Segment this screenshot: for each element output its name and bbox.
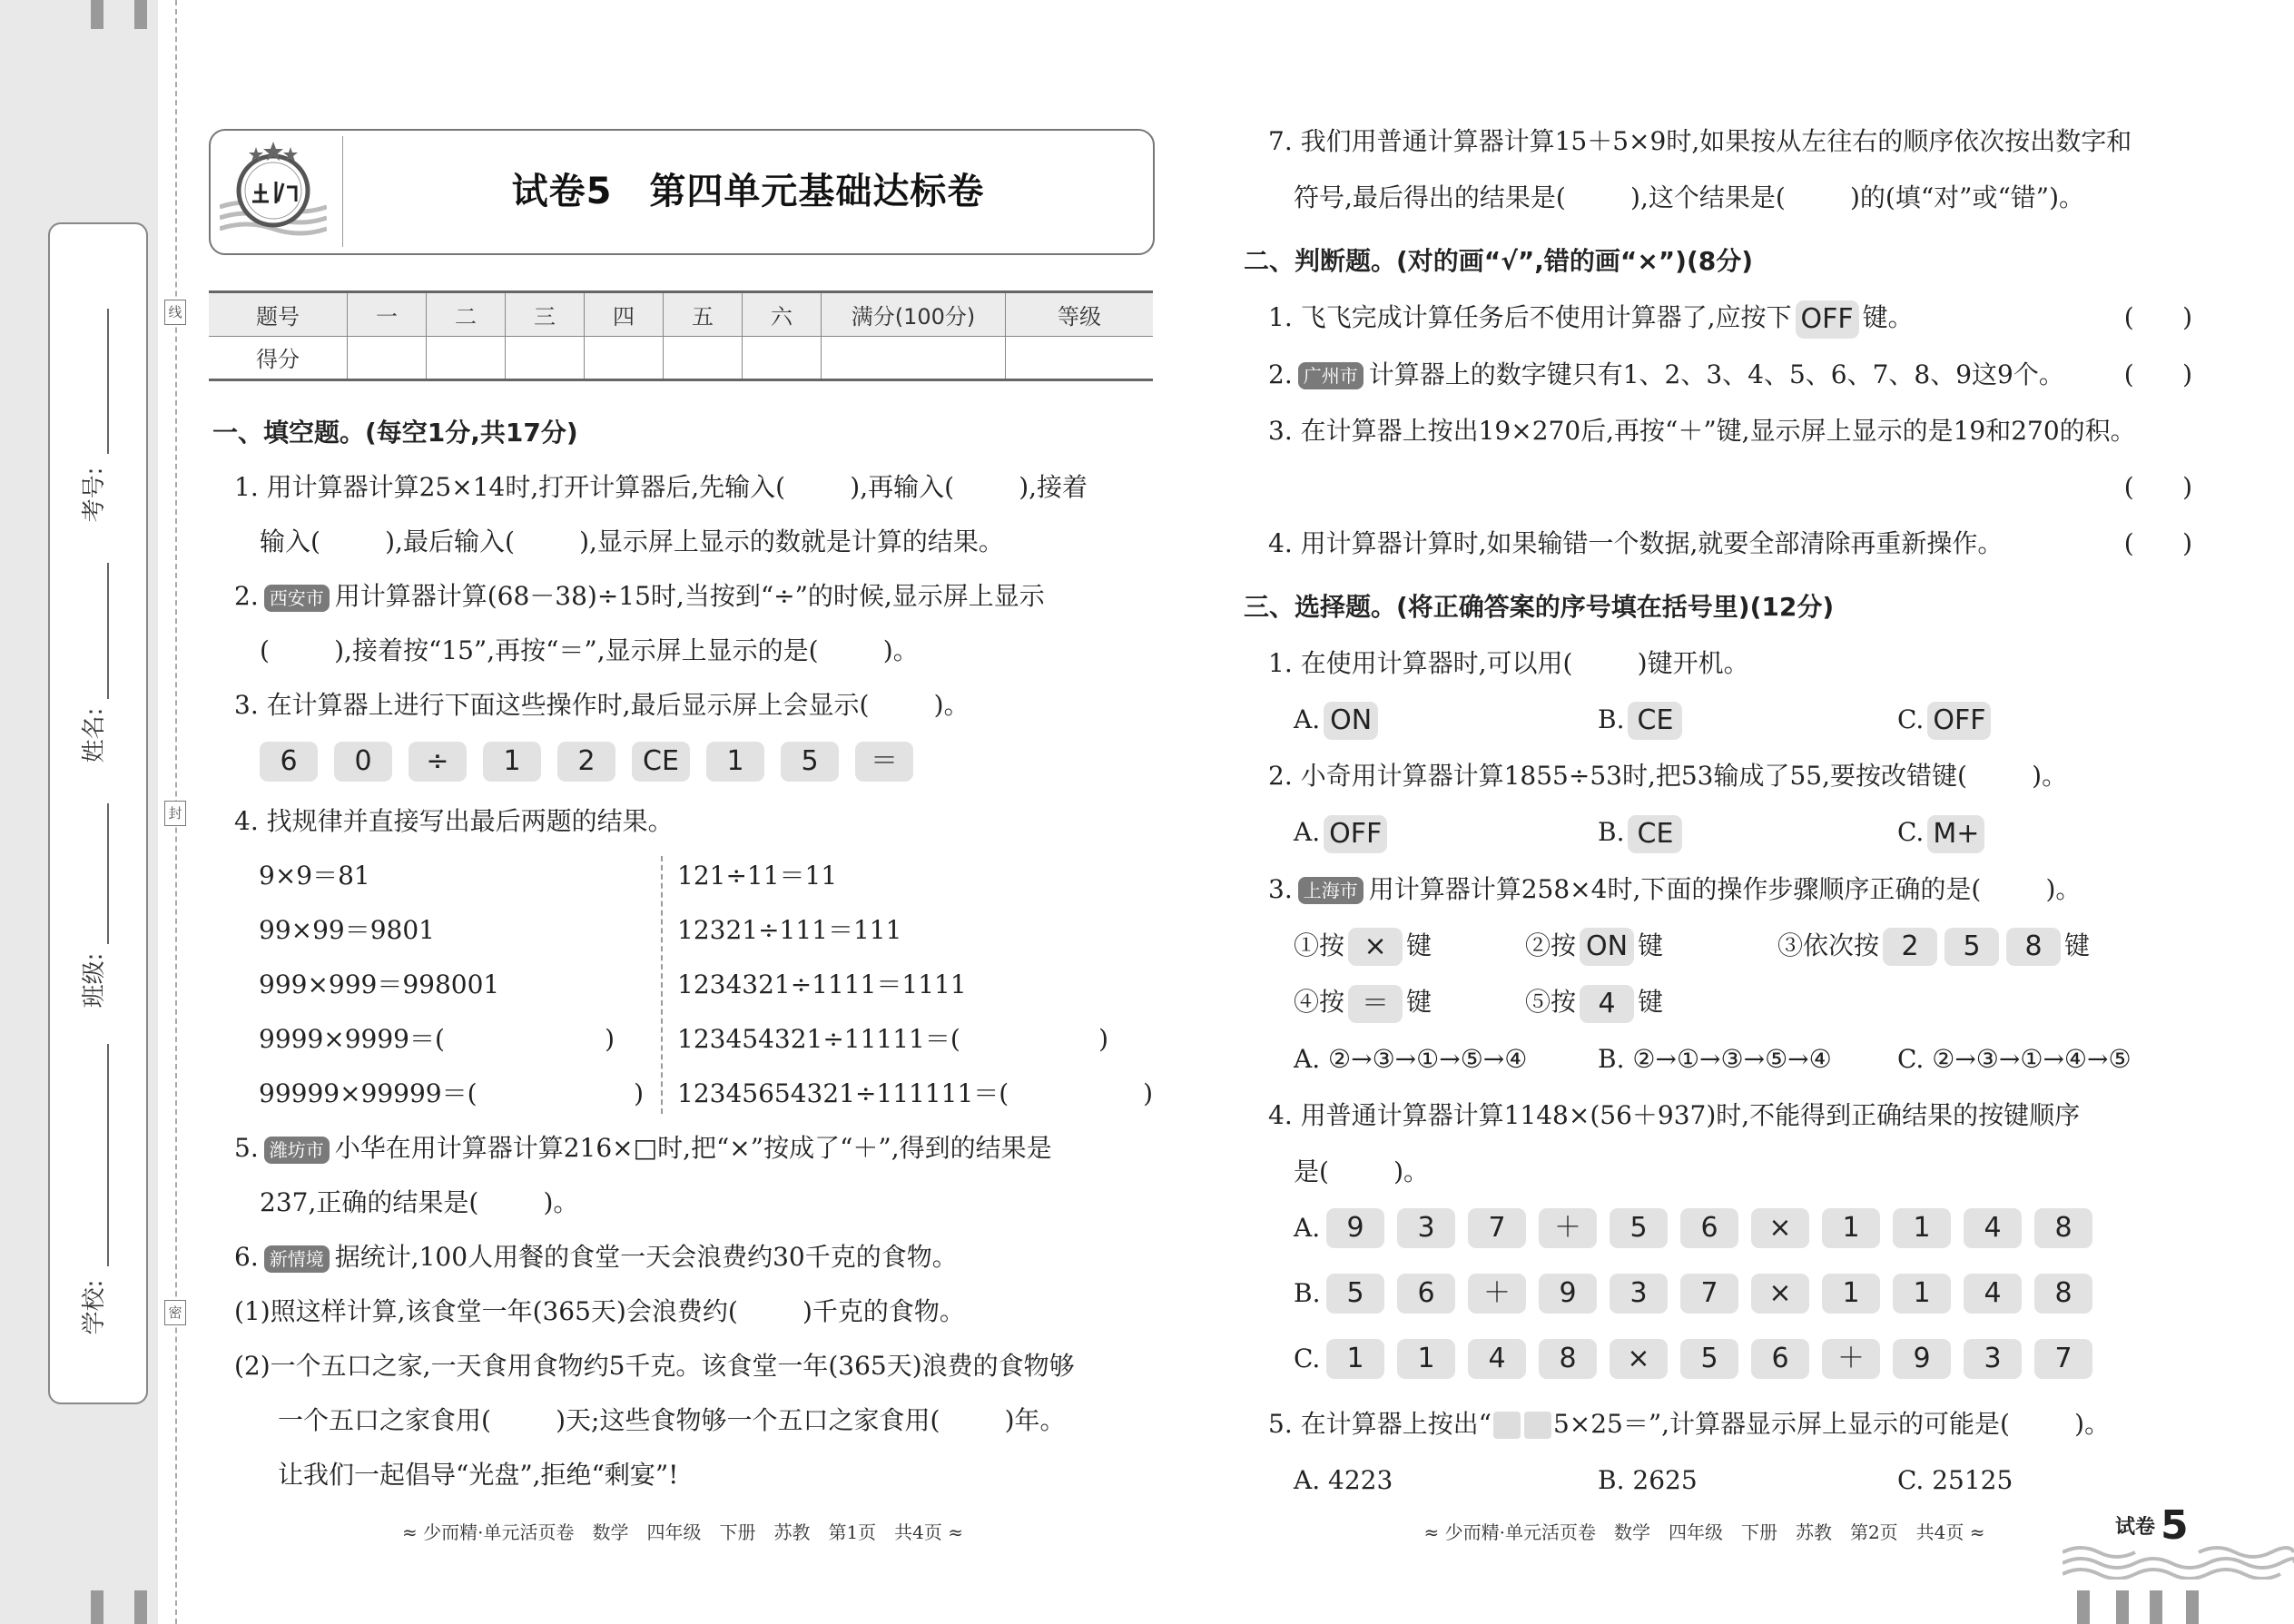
calc-key: 8 — [1539, 1339, 1597, 1379]
calc-key: 7 — [2034, 1339, 2092, 1379]
calc-key: 8 — [2006, 928, 2061, 966]
region-tag: 上海市 — [1298, 877, 1364, 904]
steps-row — [1244, 982, 2192, 1023]
calc-key: 2 — [557, 742, 615, 782]
answer-blank-close[interactable]: ) — [634, 1078, 644, 1108]
score-cell[interactable] — [427, 336, 506, 380]
option-label: A. — [1294, 1212, 1321, 1243]
option-label: C. — [1897, 817, 1925, 847]
calc-key: 1 — [1326, 1339, 1384, 1379]
question-line — [1244, 1404, 2192, 1444]
calc-key: ＋ — [1822, 1339, 1880, 1379]
table-header: 满分(100分) — [822, 292, 1006, 337]
score-cell[interactable] — [585, 336, 664, 380]
calc-key: ＝ — [1348, 985, 1403, 1023]
pattern-item — [677, 1074, 1153, 1114]
calc-key: 5 — [1610, 1208, 1668, 1248]
calc-key: 5 — [781, 742, 839, 782]
calc-key: CE — [1628, 702, 1682, 740]
table-header: 四 — [585, 292, 664, 337]
section-title: 二、判断题。(对的画“√”,错的画“×”)(8分) — [1244, 246, 1754, 276]
calc-key: 5 — [1944, 928, 1999, 966]
option-c[interactable]: C. ②→③→①→④→⑤ — [1897, 1043, 2132, 1074]
pattern-item — [259, 856, 661, 896]
question-line: 一个五口之家食用( )天;这些食物够一个五口之家食用( )年。 — [278, 1405, 1066, 1435]
region-tag: 西安市 — [264, 585, 330, 612]
calc-key: OFF — [1324, 815, 1387, 853]
question-line: 1. 用计算器计算25×14时,打开计算器后,先输入( ),再输入( ),接着 — [234, 472, 1088, 502]
pattern-text: 999×999＝998001 — [259, 969, 500, 999]
key-sequence-b — [1326, 1274, 2092, 1314]
pattern-item — [677, 910, 1153, 950]
calc-key: ＋ — [1539, 1208, 1597, 1248]
footer-right: ≈ 少而精·单元活页卷 数学 四年级 下册 苏教 第2页 共4页 ≈ — [1423, 1521, 1985, 1543]
corner-number: 5 — [2161, 1502, 2189, 1549]
option-a[interactable]: A. ②→③→①→⑤→④ — [1294, 1043, 1528, 1074]
question-line: 7. 我们用普通计算器计算15＋5×9时,如果按从左往右的顺序依次按出数字和 — [1268, 126, 2132, 156]
calc-key: OFF — [1927, 702, 1991, 740]
pattern-item — [259, 1074, 644, 1114]
registration-bar — [2186, 1590, 2199, 1624]
page-title: 试卷5 第四单元基础达标卷 — [511, 171, 985, 212]
pattern-left-column — [259, 856, 661, 1114]
question-line — [1244, 298, 2192, 339]
answer-paren[interactable]: ( ) — [2123, 302, 2192, 332]
field-label-exam-number: 考号: — [81, 467, 108, 523]
option-label: C. — [1294, 1343, 1321, 1373]
score-cell[interactable] — [664, 336, 743, 380]
seal-mark: 封 — [164, 801, 186, 826]
question-line: ( ),接着按“15”,再按“＝”,显示屏上显示的是( )。 — [260, 635, 919, 665]
question-number: 6. — [234, 1242, 259, 1272]
pattern-text: 12345654321÷111111＝( — [677, 1078, 1009, 1108]
paper-number-badge — [2115, 1502, 2189, 1549]
table-header: 题号 — [209, 292, 348, 337]
question-line — [1244, 870, 2192, 910]
option-b[interactable] — [1598, 700, 1897, 741]
option-label: A. — [1294, 817, 1321, 847]
table-row — [209, 336, 1153, 380]
calc-key: ＝ — [855, 742, 913, 782]
key-sequence-a — [1326, 1208, 2092, 1248]
calc-key: 7 — [1680, 1274, 1738, 1314]
answer-blank-close[interactable]: ) — [605, 1024, 615, 1054]
option-b[interactable] — [1598, 812, 1897, 853]
question-line: (2)一个五口之家,一天食用食物约5千克。该食堂一年(365天)浪费的食物够 — [234, 1351, 1075, 1381]
row-label: 得分 — [209, 336, 348, 380]
step — [1525, 982, 1777, 1023]
steps-row — [1244, 926, 2192, 967]
field-label-school: 学校: — [81, 1279, 108, 1335]
pattern-text: 12321÷111＝111 — [677, 915, 902, 945]
calc-key: 0 — [334, 742, 392, 782]
calc-key: 9 — [1893, 1339, 1951, 1379]
score-cell[interactable] — [348, 336, 427, 380]
question-text: 4. 用计算器计算时,如果输错一个数据,就要全部清除再重新操作。 — [1268, 527, 2004, 558]
calc-key: 1 — [1822, 1274, 1880, 1314]
calc-key: 4 — [1580, 985, 1634, 1023]
table-header: 六 — [743, 292, 822, 337]
answer-blank-close[interactable]: ) — [1098, 1024, 1108, 1054]
calc-key: OFF — [1796, 300, 1859, 339]
options-row — [1244, 1039, 2192, 1079]
field-label-class: 班级: — [81, 952, 108, 1009]
score-table — [209, 290, 1153, 381]
step — [1294, 926, 1525, 967]
calc-key: ON — [1580, 928, 1634, 966]
step-text: 键 — [2064, 930, 2091, 960]
pattern-text: 1234321÷1111＝1111 — [677, 969, 967, 999]
question-line — [1244, 355, 2192, 395]
pattern-text: 99999×99999＝( — [259, 1078, 478, 1108]
table-row — [209, 292, 1153, 337]
question-line: 符号,最后得出的结果是( ),这个结果是( )的(填“对”或“错”)。 — [1294, 182, 2085, 212]
blank-key — [1524, 1412, 1551, 1439]
table-header: 一 — [348, 292, 427, 337]
option-b[interactable]: B. ②→①→③→⑤→④ — [1598, 1043, 1832, 1074]
question-line: 3. 在计算器上按出19×270后,再按“＋”键,显示屏上显示的是19和270的积。 — [1268, 415, 2136, 446]
class-line[interactable] — [107, 803, 109, 944]
question-number: 5. — [234, 1133, 259, 1163]
option-c[interactable] — [1897, 700, 2192, 741]
question-text: 5. 在计算器上按出“ — [1268, 1408, 1492, 1439]
step-text: ③依次按 — [1777, 930, 1880, 960]
registration-bar — [2150, 1590, 2162, 1624]
pattern-item — [259, 1019, 615, 1059]
question-body — [1268, 298, 2098, 339]
registration-bar — [91, 1590, 103, 1624]
pattern-item — [677, 965, 1153, 1005]
calc-key: × — [1610, 1339, 1668, 1379]
registration-bar — [91, 0, 103, 29]
score-cell[interactable] — [743, 336, 822, 380]
question-line: 237,正确的结果是( )。 — [260, 1187, 579, 1217]
pattern-item — [259, 910, 661, 950]
calc-key: 7 — [1468, 1208, 1526, 1248]
option-c[interactable]: C. 25125 — [1897, 1464, 2013, 1495]
option-a[interactable]: A. 4223 — [1294, 1464, 1393, 1495]
registration-bar — [134, 0, 147, 29]
question-line — [1244, 524, 2192, 564]
calc-key: 1 — [1893, 1274, 1951, 1314]
calc-key: 4 — [1964, 1208, 2022, 1248]
question-line: 4. 用普通计算器计算1148×(56＋937)时,不能得到正确结果的按键顺序 — [1268, 1099, 2081, 1130]
option-c[interactable] — [1897, 812, 2192, 853]
calc-key: 6 — [260, 742, 318, 782]
calc-key: 1 — [1893, 1208, 1951, 1248]
step-text: ④按 — [1294, 987, 1345, 1017]
calc-key: 6 — [1397, 1274, 1455, 1314]
option-b[interactable]: B. 2625 — [1598, 1464, 1698, 1495]
question-line: 是( )。 — [1294, 1156, 1430, 1186]
step-text: ⑤按 — [1525, 987, 1577, 1017]
calc-key: 8 — [2034, 1208, 2092, 1248]
question-text: 用计算器计算258×4时,下面的操作步骤顺序正确的是( )。 — [1368, 873, 2082, 904]
new-context-tag: 新情境 — [264, 1245, 330, 1273]
step-text: 键 — [1406, 930, 1433, 960]
step-text: ①按 — [1294, 930, 1345, 960]
question-line — [212, 576, 1153, 616]
region-tag: 潍坊市 — [264, 1137, 330, 1164]
registration-bar — [2116, 1590, 2129, 1624]
answer-paren[interactable]: ( ) — [2123, 471, 2192, 502]
step — [1294, 982, 1525, 1023]
calc-key: 5 — [1680, 1339, 1738, 1379]
pattern-text: 9999×9999＝( — [259, 1024, 445, 1054]
calc-key: 6 — [1751, 1339, 1809, 1379]
calc-key: M+ — [1927, 815, 1984, 853]
footer-left: ≈ 少而精·单元活页卷 数学 四年级 下册 苏教 第1页 共4页 ≈ — [401, 1521, 964, 1543]
option-label: B. — [1598, 817, 1625, 847]
pattern-item — [677, 856, 1153, 896]
table-header: 二 — [427, 292, 506, 337]
calc-key: 6 — [1680, 1208, 1738, 1248]
question-text: 计算器上的数字键只有1、2、3、4、5、6、7、8、9这9个。 — [1368, 359, 2064, 389]
pattern-text: 123454321÷11111＝( — [677, 1024, 960, 1054]
region-tag: 广州市 — [1298, 362, 1364, 389]
left-column — [212, 413, 1153, 1547]
answer-blank-close[interactable]: ) — [1143, 1078, 1153, 1108]
registration-bar — [134, 1590, 147, 1624]
option-label: C. — [1897, 704, 1925, 734]
pattern-item — [677, 1019, 1108, 1059]
calc-key: ＋ — [1468, 1274, 1526, 1314]
key-sequence-c — [1326, 1339, 2092, 1379]
step — [1525, 926, 1777, 967]
pattern-text: 121÷11＝11 — [677, 861, 838, 891]
step-text: ②按 — [1525, 930, 1577, 960]
answer-paren[interactable]: ( ) — [2123, 359, 2192, 389]
table-header: 三 — [506, 292, 585, 337]
seal-mark: 密 — [164, 1300, 186, 1325]
kaohao-line[interactable] — [107, 309, 109, 454]
option-a[interactable] — [1294, 812, 1598, 853]
calc-key: 4 — [1468, 1339, 1526, 1379]
name-line[interactable] — [107, 563, 109, 699]
options-row — [1244, 700, 2192, 741]
options-row — [1244, 812, 2192, 853]
calc-key: 1 — [706, 742, 764, 782]
step-text: 键 — [1406, 987, 1433, 1017]
question-body — [1268, 355, 2098, 395]
calc-key: 1 — [1397, 1339, 1455, 1379]
option-a[interactable] — [1244, 1208, 2192, 1248]
question-line: 1. 在使用计算器时,可以用( )键开机。 — [1268, 647, 1749, 678]
calc-key: 2 — [1883, 928, 1937, 966]
pattern-item — [259, 965, 661, 1005]
question-line — [212, 1128, 1153, 1168]
question-text: 用计算器计算(68－38)÷15时,当按到“÷”的时候,显示屏上显示 — [334, 581, 1045, 611]
calc-key: × — [1751, 1208, 1809, 1248]
question-line: (1)照这样计算,该食堂一年(365天)会浪费约( )千克的食物。 — [234, 1296, 965, 1326]
calc-key: 3 — [1610, 1274, 1668, 1314]
question-number: 2. — [234, 581, 259, 611]
question-number: 2. — [1268, 359, 1293, 389]
wave-decoration — [2063, 1543, 2294, 1580]
calc-key: 8 — [2034, 1274, 2092, 1314]
answer-paren[interactable]: ( ) — [2123, 527, 2192, 558]
paper-header — [209, 129, 1155, 255]
answer-row — [1244, 468, 2192, 507]
option-label: B. — [1294, 1277, 1321, 1308]
calc-key: × — [1348, 928, 1403, 966]
option-a[interactable] — [1294, 700, 1598, 741]
calc-key: CE — [632, 742, 690, 782]
calc-key: 1 — [1822, 1208, 1880, 1248]
score-cell[interactable] — [1006, 336, 1154, 380]
seal-mark: 线 — [164, 300, 186, 325]
registration-bar — [2077, 1590, 2090, 1624]
section-title: 一、填空题。(每空1分,共17分) — [212, 418, 578, 448]
field-label-name: 姓名: — [81, 707, 108, 763]
options-row — [1244, 1461, 2192, 1501]
calc-key: 3 — [1397, 1208, 1455, 1248]
calc-key: CE — [1628, 815, 1682, 853]
calc-key: 4 — [1964, 1274, 2022, 1314]
calc-key: × — [1751, 1274, 1809, 1314]
key-sequence — [212, 742, 1153, 782]
calc-key: 1 — [483, 742, 541, 782]
question-text: 据统计,100人用餐的食堂一天会浪费约30千克的食物。 — [334, 1242, 958, 1272]
table-header: 等级 — [1006, 292, 1154, 337]
calc-key: 3 — [1964, 1339, 2022, 1379]
question-text: 1. 飞飞完成计算任务后不使用计算器了,应按下 — [1268, 302, 1792, 332]
score-cell[interactable] — [506, 336, 585, 380]
question-text: 键。 — [1862, 302, 1914, 332]
option-b[interactable] — [1244, 1274, 2192, 1314]
table-header: 五 — [664, 292, 743, 337]
question-text: 小华在用计算器计算216×□时,把“×”按成了“＋”,得到的结果是 — [334, 1133, 1052, 1163]
calc-key: 5 — [1326, 1274, 1384, 1314]
question-line: 让我们一起倡导“光盘”,拒绝“剩宴”! — [278, 1460, 679, 1490]
pattern-text: 99×99＝9801 — [259, 915, 435, 945]
section-title: 三、选择题。(将正确答案的序号填在括号里)(12分) — [1244, 591, 1835, 622]
blank-key — [1493, 1412, 1521, 1439]
calc-key: ÷ — [409, 742, 467, 782]
option-label: A. — [1294, 704, 1321, 734]
calc-key: ON — [1324, 702, 1378, 740]
school-line[interactable] — [107, 1044, 109, 1266]
pattern-right-column — [661, 856, 1153, 1114]
question-line: 2. 小奇用计算器计算1855÷53时,把53输成了55,要按改错键( )。 — [1268, 761, 2068, 791]
student-info-box — [48, 222, 148, 1404]
question-line: 输入( ),最后输入( ),显示屏上显示的数就是计算的结果。 — [260, 527, 1004, 556]
calc-key: 9 — [1326, 1208, 1384, 1248]
publisher-logo — [220, 136, 327, 245]
question-line: 3. 在计算器上进行下面这些操作时,最后显示屏上会显示( )。 — [234, 690, 970, 720]
score-cell[interactable] — [822, 336, 1006, 380]
option-label: B. — [1598, 704, 1625, 734]
pattern-table — [212, 856, 1153, 1114]
question-number: 3. — [1268, 873, 1293, 904]
question-line — [212, 1237, 1153, 1277]
right-column — [1244, 122, 2192, 1547]
question-line: 4. 找规律并直接写出最后两题的结果。 — [234, 806, 674, 836]
question-text: 5×25＝”,计算器显示屏上显示的可能是( )。 — [1552, 1408, 2111, 1439]
step-text: 键 — [1638, 930, 1664, 960]
corner-label: 试卷 — [2115, 1516, 2156, 1539]
step-text: 键 — [1638, 987, 1664, 1017]
step — [1777, 926, 2192, 967]
pattern-text: 9×9＝81 — [259, 861, 370, 891]
calc-key: 9 — [1539, 1274, 1597, 1314]
option-c[interactable] — [1244, 1339, 2192, 1379]
